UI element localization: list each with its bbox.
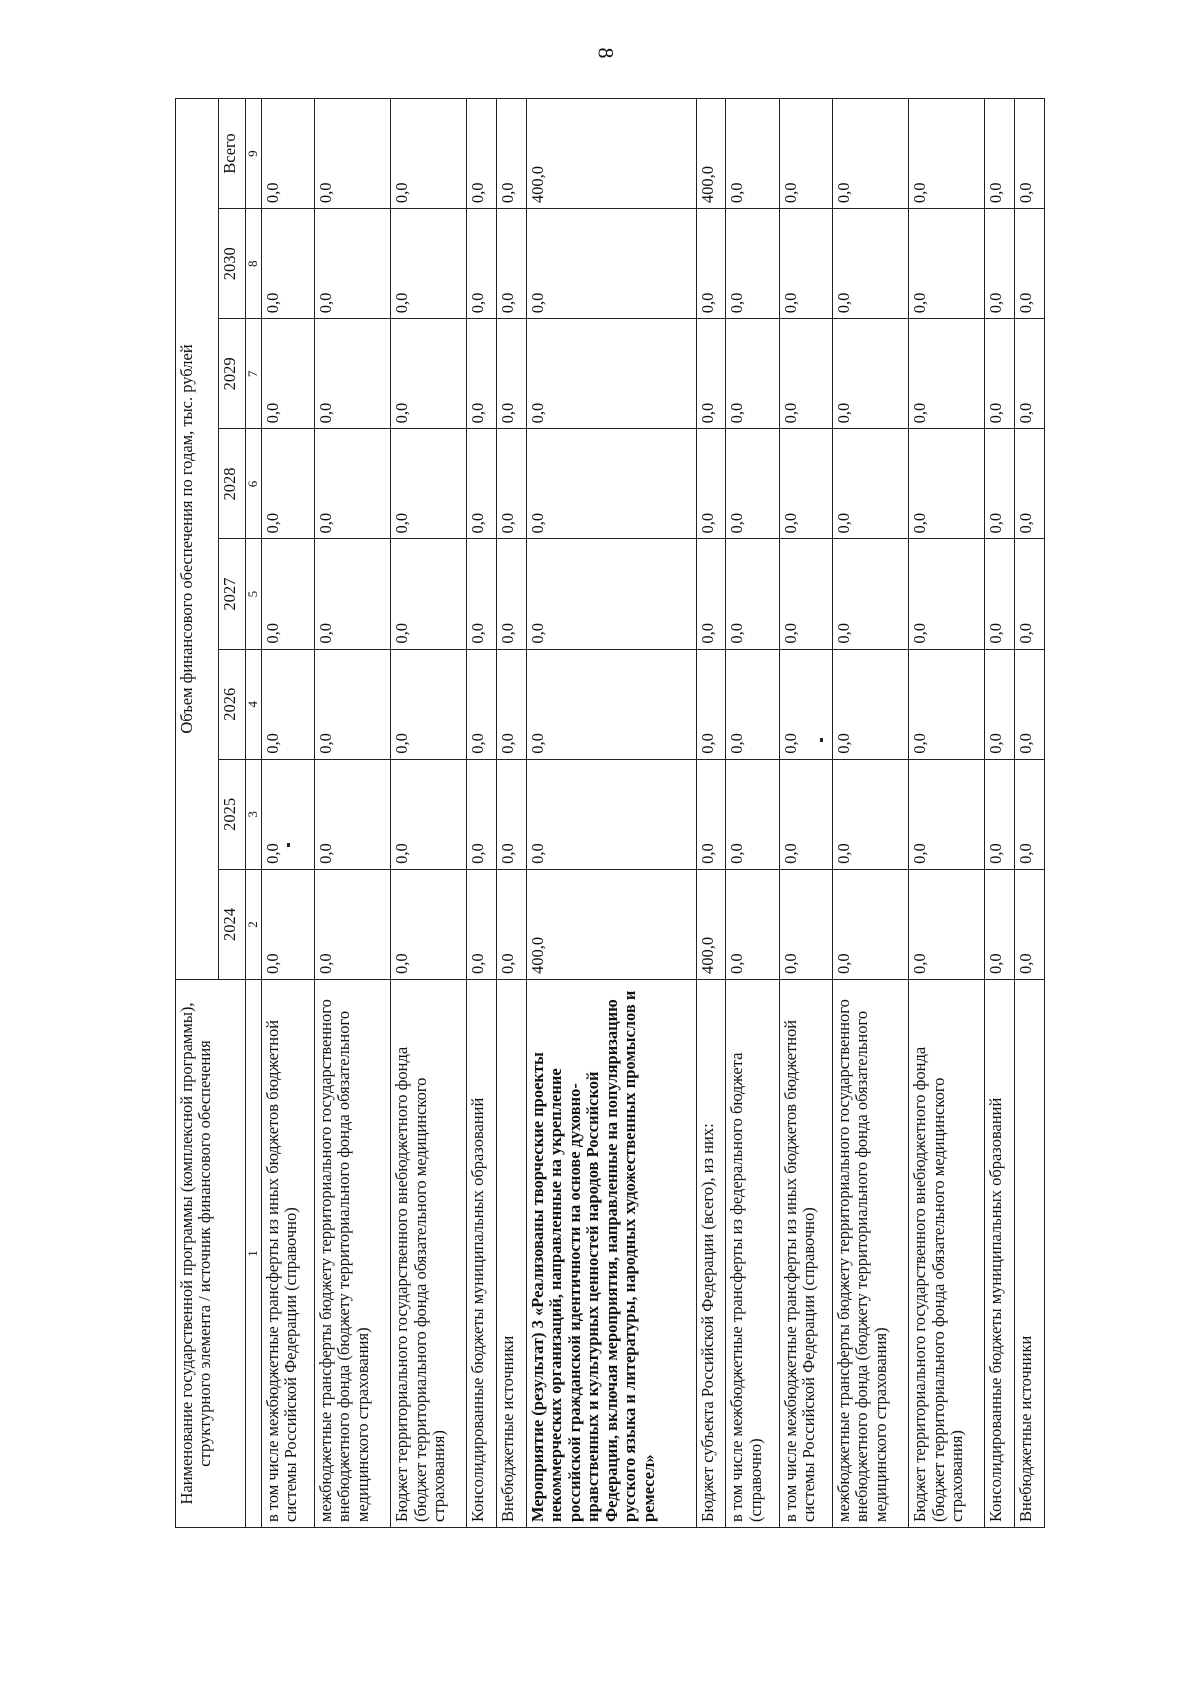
row-name-cell: Консолидированные бюджеты муниципальных образований bbox=[467, 980, 497, 1528]
year-value-cell: 0,0 bbox=[261, 319, 314, 429]
year-value-cell: 0,0 bbox=[467, 319, 497, 429]
year-value-cell: 0,0 bbox=[497, 649, 527, 759]
row-name-cell: Консолидированные бюджеты муниципальных образований bbox=[985, 980, 1015, 1528]
scan-speck bbox=[820, 738, 823, 742]
year-value-cell: 0,0 bbox=[467, 429, 497, 539]
row-name-cell: Внебюджетные источники bbox=[1015, 980, 1045, 1528]
row-name-cell: Бюджет территориального государственного внебюджетного фонда (бюджет территориального фонда обязательного медицинского страхования) bbox=[391, 980, 467, 1528]
year-value-cell: 0,0 bbox=[909, 869, 985, 979]
row-name-cell: в том числе межбюджетные трансферты из иных бюджетов бюджетной системы Российской Федерации (справочно) bbox=[779, 980, 832, 1528]
row-name-cell: межбюджетные трансферты бюджету территориального государственного внебюджетного фонда (бюджету территориального фонда обязательного медицинского страхования) bbox=[832, 980, 908, 1528]
year-value-cell: 0,0 bbox=[261, 539, 314, 649]
year-value-cell: 0,0 bbox=[1015, 539, 1045, 649]
table-row bbox=[467, 99, 497, 1528]
year-header: 2024 bbox=[219, 869, 246, 979]
year-value-cell: 0,0 bbox=[261, 869, 314, 979]
year-value-cell: 0,0 bbox=[1015, 649, 1045, 759]
year-value-cell: 0,0 bbox=[526, 319, 696, 429]
year-value-cell: 0,0 bbox=[985, 759, 1015, 869]
year-value-cell: 0,0 bbox=[1015, 319, 1045, 429]
year-value-cell: 0,0 bbox=[779, 759, 832, 869]
year-header: 2029 bbox=[219, 319, 246, 429]
column-index: 5 bbox=[246, 539, 262, 649]
year-value-cell: 0,0 bbox=[314, 539, 390, 649]
year-value-cell: 0,0 bbox=[497, 539, 527, 649]
row-name-cell: в том числе межбюджетные трансферты из иных бюджетов бюджетной системы Российской Федерации (справочно) bbox=[261, 980, 314, 1528]
year-value-cell: 0,0 bbox=[391, 429, 467, 539]
total-value-cell: 0,0 bbox=[467, 99, 497, 209]
year-value-cell: 0,0 bbox=[261, 649, 314, 759]
year-value-cell: 0,0 bbox=[832, 869, 908, 979]
scan-speck bbox=[287, 843, 290, 847]
year-value-cell: 0,0 bbox=[314, 869, 390, 979]
page-number: 8 bbox=[593, 47, 619, 59]
table-body bbox=[246, 99, 1045, 1528]
year-value-cell: 0,0 bbox=[391, 209, 467, 319]
year-value-cell: 0,0 bbox=[261, 429, 314, 539]
year-header: 2028 bbox=[219, 429, 246, 539]
year-value-cell: 0,0 bbox=[314, 649, 390, 759]
year-value-cell: 0,0 bbox=[497, 869, 527, 979]
year-value-cell: 0,0 bbox=[726, 539, 779, 649]
year-value-cell: 0,0 bbox=[1015, 429, 1045, 539]
table-row bbox=[526, 99, 696, 1528]
year-value-cell: 0,0 bbox=[909, 759, 985, 869]
financing-table bbox=[175, 98, 1045, 1528]
year-value-cell: 0,0 bbox=[779, 429, 832, 539]
table-row bbox=[391, 99, 467, 1528]
year-value-cell: 0,0 bbox=[497, 429, 527, 539]
year-value-cell: 0,0 bbox=[832, 649, 908, 759]
year-value-cell: 0,0 bbox=[832, 319, 908, 429]
year-value-cell: 0,0 bbox=[909, 209, 985, 319]
year-value-cell: 0,0 bbox=[314, 319, 390, 429]
year-value-cell: 0,0 bbox=[832, 539, 908, 649]
year-value-cell: 0,0 bbox=[391, 539, 467, 649]
year-value-cell: 0,0 bbox=[526, 429, 696, 539]
column-index: 3 bbox=[246, 759, 262, 869]
year-value-cell: 0,0 bbox=[497, 209, 527, 319]
year-value-cell: 0,0 bbox=[985, 869, 1015, 979]
year-value-cell: 0,0 bbox=[726, 869, 779, 979]
year-value-cell: 0,0 bbox=[779, 539, 832, 649]
year-value-cell: 0,0 bbox=[467, 539, 497, 649]
table-row bbox=[779, 99, 832, 1528]
table-row bbox=[985, 99, 1015, 1528]
table-row bbox=[497, 99, 527, 1528]
year-value-cell: 0,0 bbox=[314, 209, 390, 319]
year-value-cell: 0,0 bbox=[526, 759, 696, 869]
year-value-cell: 0,0 bbox=[467, 759, 497, 869]
funding-group-header: Объем финансового обеспечения по годам, тыс. рублей bbox=[176, 99, 219, 980]
year-value-cell: 0,0 bbox=[779, 649, 832, 759]
year-value-cell: 0,0 bbox=[497, 319, 527, 429]
row-name-cell: межбюджетные трансферты бюджету территориального государственного внебюджетного фонда (бюджету территориального фонда обязательного медицинского страхования) bbox=[314, 980, 390, 1528]
row-name-cell: Мероприятие (результат) 3 «Реализованы творческие проекты некоммерческих организаций, направленные на укрепление российской гражданской идентичности на основе духовно-нравственных и культурных ценностей народов Российской Федерации, включая мероприятия, направленные на популяризацию русского языка и литературы, народных художественных промыслов и ремесел» bbox=[526, 980, 696, 1528]
total-value-cell: 0,0 bbox=[779, 99, 832, 209]
year-value-cell: 0,0 bbox=[985, 539, 1015, 649]
year-value-cell: 0,0 bbox=[909, 429, 985, 539]
column-index: 6 bbox=[246, 429, 262, 539]
year-value-cell: 0,0 bbox=[726, 209, 779, 319]
year-value-cell: 0,0 bbox=[261, 759, 314, 869]
table-row bbox=[314, 99, 390, 1528]
column-index: 1 bbox=[246, 980, 262, 1528]
column-index: 2 bbox=[246, 869, 262, 979]
year-value-cell: 0,0 bbox=[696, 209, 726, 319]
year-value-cell: 0,0 bbox=[314, 429, 390, 539]
year-header: 2027 bbox=[219, 539, 246, 649]
total-value-cell: 0,0 bbox=[832, 99, 908, 209]
year-value-cell: 0,0 bbox=[526, 539, 696, 649]
table-row bbox=[1015, 99, 1045, 1528]
column-index: 7 bbox=[246, 319, 262, 429]
table-row bbox=[832, 99, 908, 1528]
total-header: Всего bbox=[219, 99, 246, 209]
total-value-cell: 0,0 bbox=[391, 99, 467, 209]
year-value-cell: 0,0 bbox=[909, 319, 985, 429]
total-value-cell: 400,0 bbox=[696, 99, 726, 209]
year-value-cell: 0,0 bbox=[726, 319, 779, 429]
table-row bbox=[261, 99, 314, 1528]
year-value-cell: 400,0 bbox=[696, 869, 726, 979]
name-column-header: Наименование государственной программы (комплексной программы), структурного элемента / источник финансового обеспечения bbox=[176, 980, 246, 1528]
total-value-cell: 400,0 bbox=[526, 99, 696, 209]
year-value-cell: 0,0 bbox=[726, 429, 779, 539]
row-name-cell: в том числе межбюджетные трансферты из федерального бюджета (справочно) bbox=[726, 980, 779, 1528]
year-value-cell: 0,0 bbox=[314, 759, 390, 869]
year-value-cell: 0,0 bbox=[1015, 759, 1045, 869]
year-value-cell: 0,0 bbox=[832, 429, 908, 539]
year-value-cell: 0,0 bbox=[696, 429, 726, 539]
row-name-cell: Бюджет субъекта Российской Федерации (всего), из них: bbox=[696, 980, 726, 1528]
year-value-cell: 0,0 bbox=[985, 649, 1015, 759]
year-value-cell: 0,0 bbox=[779, 319, 832, 429]
year-value-cell: 0,0 bbox=[779, 869, 832, 979]
total-value-cell: 0,0 bbox=[985, 99, 1015, 209]
total-value-cell: 0,0 bbox=[261, 99, 314, 209]
year-value-cell: 0,0 bbox=[1015, 869, 1045, 979]
column-index: 8 bbox=[246, 209, 262, 319]
year-value-cell: 0,0 bbox=[526, 209, 696, 319]
year-header: 2030 bbox=[219, 209, 246, 319]
year-value-cell: 0,0 bbox=[726, 649, 779, 759]
year-value-cell: 0,0 bbox=[391, 869, 467, 979]
year-value-cell: 0,0 bbox=[696, 539, 726, 649]
year-value-cell: 0,0 bbox=[261, 209, 314, 319]
year-value-cell: 0,0 bbox=[467, 869, 497, 979]
year-value-cell: 0,0 bbox=[696, 759, 726, 869]
row-name-cell: Внебюджетные источники bbox=[497, 980, 527, 1528]
year-value-cell: 400,0 bbox=[526, 869, 696, 979]
year-value-cell: 0,0 bbox=[726, 759, 779, 869]
rotated-table-container bbox=[175, 98, 1045, 1528]
year-value-cell: 0,0 bbox=[497, 759, 527, 869]
year-value-cell: 0,0 bbox=[779, 209, 832, 319]
year-value-cell: 0,0 bbox=[391, 759, 467, 869]
year-value-cell: 0,0 bbox=[832, 759, 908, 869]
year-value-cell: 0,0 bbox=[467, 649, 497, 759]
year-value-cell: 0,0 bbox=[391, 319, 467, 429]
year-value-cell: 0,0 bbox=[696, 649, 726, 759]
year-value-cell: 0,0 bbox=[909, 649, 985, 759]
year-header: 2025 bbox=[219, 759, 246, 869]
year-value-cell: 0,0 bbox=[909, 539, 985, 649]
total-value-cell: 0,0 bbox=[726, 99, 779, 209]
year-value-cell: 0,0 bbox=[467, 209, 497, 319]
year-value-cell: 0,0 bbox=[391, 649, 467, 759]
total-value-cell: 0,0 bbox=[497, 99, 527, 209]
table-row bbox=[909, 99, 985, 1528]
table-row bbox=[696, 99, 726, 1528]
table-row bbox=[726, 99, 779, 1528]
year-value-cell: 0,0 bbox=[985, 209, 1015, 319]
column-index: 9 bbox=[246, 99, 262, 209]
year-value-cell: 0,0 bbox=[832, 209, 908, 319]
year-header: 2026 bbox=[219, 649, 246, 759]
year-value-cell: 0,0 bbox=[696, 319, 726, 429]
row-name-cell: Бюджет территориального государственного внебюджетного фонда (бюджет территориального фонда обязательного медицинского страхования) bbox=[909, 980, 985, 1528]
year-value-cell: 0,0 bbox=[985, 429, 1015, 539]
total-value-cell: 0,0 bbox=[314, 99, 390, 209]
year-value-cell: 0,0 bbox=[526, 649, 696, 759]
total-value-cell: 0,0 bbox=[1015, 99, 1045, 209]
total-value-cell: 0,0 bbox=[909, 99, 985, 209]
year-value-cell: 0,0 bbox=[985, 319, 1015, 429]
year-value-cell: 0,0 bbox=[1015, 209, 1045, 319]
column-index-row bbox=[246, 99, 262, 1528]
column-index: 4 bbox=[246, 649, 262, 759]
